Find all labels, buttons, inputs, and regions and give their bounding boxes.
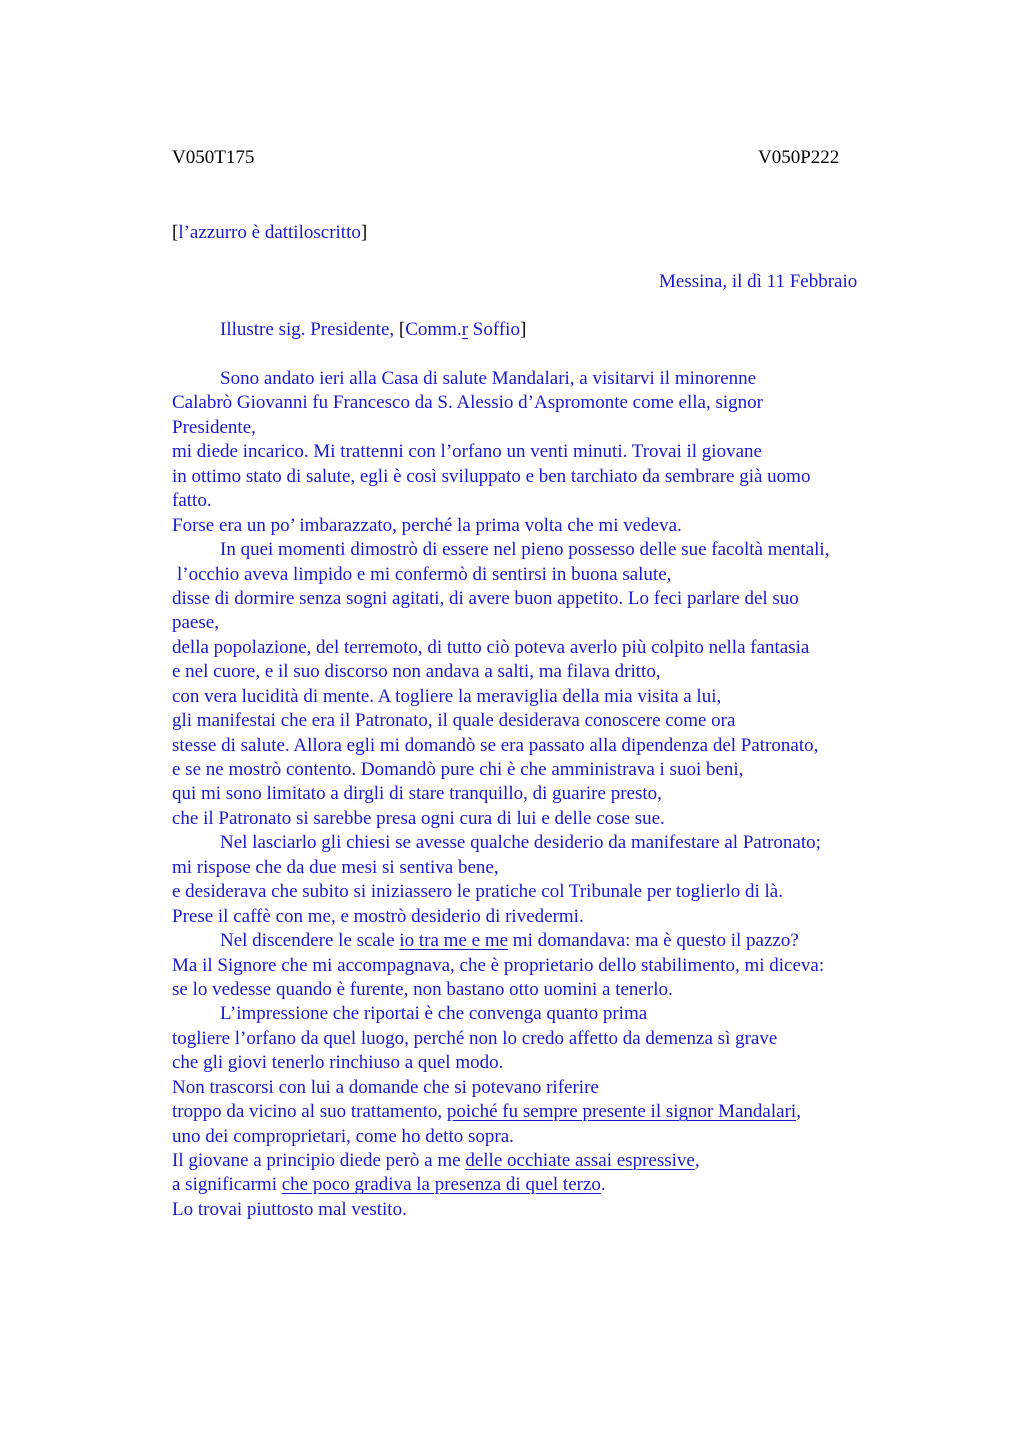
body-line: qui mi sono limitato a dirgli di stare tranquillo, di guarire presto, xyxy=(172,783,662,805)
body-line: della popolazione, del terremoto, di tutto ciò poteva averlo più colpito nella fantasia xyxy=(172,636,810,658)
body-line: Sono andato ieri alla Casa di salute Mandalari, a visitarvi il minorenne xyxy=(220,368,757,389)
body-line: mi rispose che da due mesi si sentiva bene, xyxy=(172,856,499,878)
body-line: Nel lasciarlo gli chiesi se avesse qualche desiderio da manifestare al Patronato; xyxy=(220,832,821,854)
underlined-phrase: io tra me e me xyxy=(399,930,509,952)
body-text: Nel discendere le scale xyxy=(220,930,400,952)
editor-note xyxy=(172,221,367,245)
body-line: Ma il Signore che mi accompagnava, che è proprietario dello stabilimento, mi diceva: xyxy=(172,954,825,976)
underlined-phrase: poiché fu sempre presente il signor Mandalari xyxy=(446,1101,797,1123)
body-line: l’occhio aveva limpido e mi confermò di sentirsi in buona salute, xyxy=(177,563,672,585)
letter-body xyxy=(172,367,932,1222)
body-line: se lo vedesse quando è furente, non bastano otto uomini a tenerlo. xyxy=(172,978,673,1000)
salutation-name: Soffio xyxy=(468,319,520,340)
body-line: stesse di salute. Allora egli mi domandò se era passato alla dipendenza del Patronato, xyxy=(172,734,819,756)
body-line: Forse era un po’ imbarazzato, perché la prima volta che mi vedeva. xyxy=(172,514,682,536)
body-line: L’impressione che riportai è che convenga quanto prima xyxy=(220,1003,648,1025)
body-text: . xyxy=(600,1174,606,1196)
salutation-open-bracket: [ xyxy=(398,319,406,340)
editor-note-text: l’azzurro è dattiloscritto xyxy=(178,222,361,243)
body-line xyxy=(172,929,932,953)
body-line: gli manifestai che era il Patronato, il quale desiderava conoscere come ora xyxy=(172,710,736,732)
underlined-phrase: che poco gradiva la presenza di quel terzo xyxy=(281,1174,601,1196)
body-line: e nel cuore, e il suo discorso non andava a salti, ma filava dritto, xyxy=(172,661,661,683)
salutation-title: Comm. xyxy=(405,319,462,340)
body-line: disse di dormire senza sogni agitati, di avere buon appetito. Lo feci parlare del suo xyxy=(172,587,799,609)
body-line: con vera lucidità di mente. A togliere la meraviglia della mia visita a lui, xyxy=(172,685,722,707)
salutation-close-bracket: ] xyxy=(519,319,527,340)
body-line: e desiderava che subito si iniziassero le pratiche col Tribunale per toglierlo di là. xyxy=(172,881,783,903)
body-line xyxy=(172,1149,932,1173)
body-line: uno dei comproprietari, come ho detto sopra. xyxy=(172,1125,514,1147)
body-line: Prese il caffè con me, e mostrò desiderio di rivedermi. xyxy=(172,905,584,927)
underlined-phrase: delle occhiate assai espressive xyxy=(465,1150,695,1171)
body-line: fatto. xyxy=(172,490,212,512)
salutation-title-superscript: r xyxy=(461,319,469,340)
body-line: Non trascorsi con lui a domande che si potevano riferire xyxy=(172,1076,599,1098)
body-line: Lo trovai piuttosto mal vestito. xyxy=(172,1198,407,1220)
body-text: , xyxy=(694,1150,700,1171)
body-line: che il Patronato si sarebbe presa ogni cura di lui e delle cose sue. xyxy=(172,807,665,829)
date-line: Messina, il dì 11 Febbraio xyxy=(659,271,858,292)
body-line: In quei momenti dimostrò di essere nel pieno possesso delle sue facoltà mentali, xyxy=(220,539,830,561)
body-text: Il giovane a principio diede però a me xyxy=(172,1150,466,1171)
body-line: paese, xyxy=(172,612,219,634)
body-line: e se ne mostrò contento. Domandò pure chi è che amministrava i suoi beni, xyxy=(172,759,744,780)
salutation xyxy=(220,318,526,342)
body-line: togliere l’orfano da quel luogo, perché non lo credo affetto da demenza sì grave xyxy=(172,1027,778,1049)
body-line: in ottimo stato di salute, egli è così sviluppato e ben tarchiato da sembrare già uomo xyxy=(172,465,811,487)
body-line xyxy=(172,1100,932,1124)
body-line: Calabrò Giovanni fu Francesco da S. Alessio d’Aspromonte come ella, signor xyxy=(172,392,763,414)
salutation-greeting: Illustre sig. Presidente, xyxy=(220,319,399,340)
body-text: a significarmi xyxy=(172,1174,282,1196)
body-text: mi domandava: ma è questo il pazzo? xyxy=(508,930,799,952)
document-code-left: V050T175 xyxy=(172,147,255,168)
body-line: che gli giovi tenerlo rinchiuso a quel modo. xyxy=(172,1052,504,1074)
body-line: Presidente, xyxy=(172,416,256,438)
editor-note-close-bracket: ] xyxy=(360,222,368,243)
body-text: , xyxy=(796,1101,801,1123)
body-line xyxy=(172,1173,932,1197)
editor-note-open-bracket: [ xyxy=(172,222,179,243)
document-code-right: V050P222 xyxy=(758,147,840,168)
body-line: mi diede incarico. Mi trattenni con l’orfano un venti minuti. Trovai il giovane xyxy=(172,441,762,463)
body-text: troppo da vicino al suo trattamento, xyxy=(172,1101,447,1123)
